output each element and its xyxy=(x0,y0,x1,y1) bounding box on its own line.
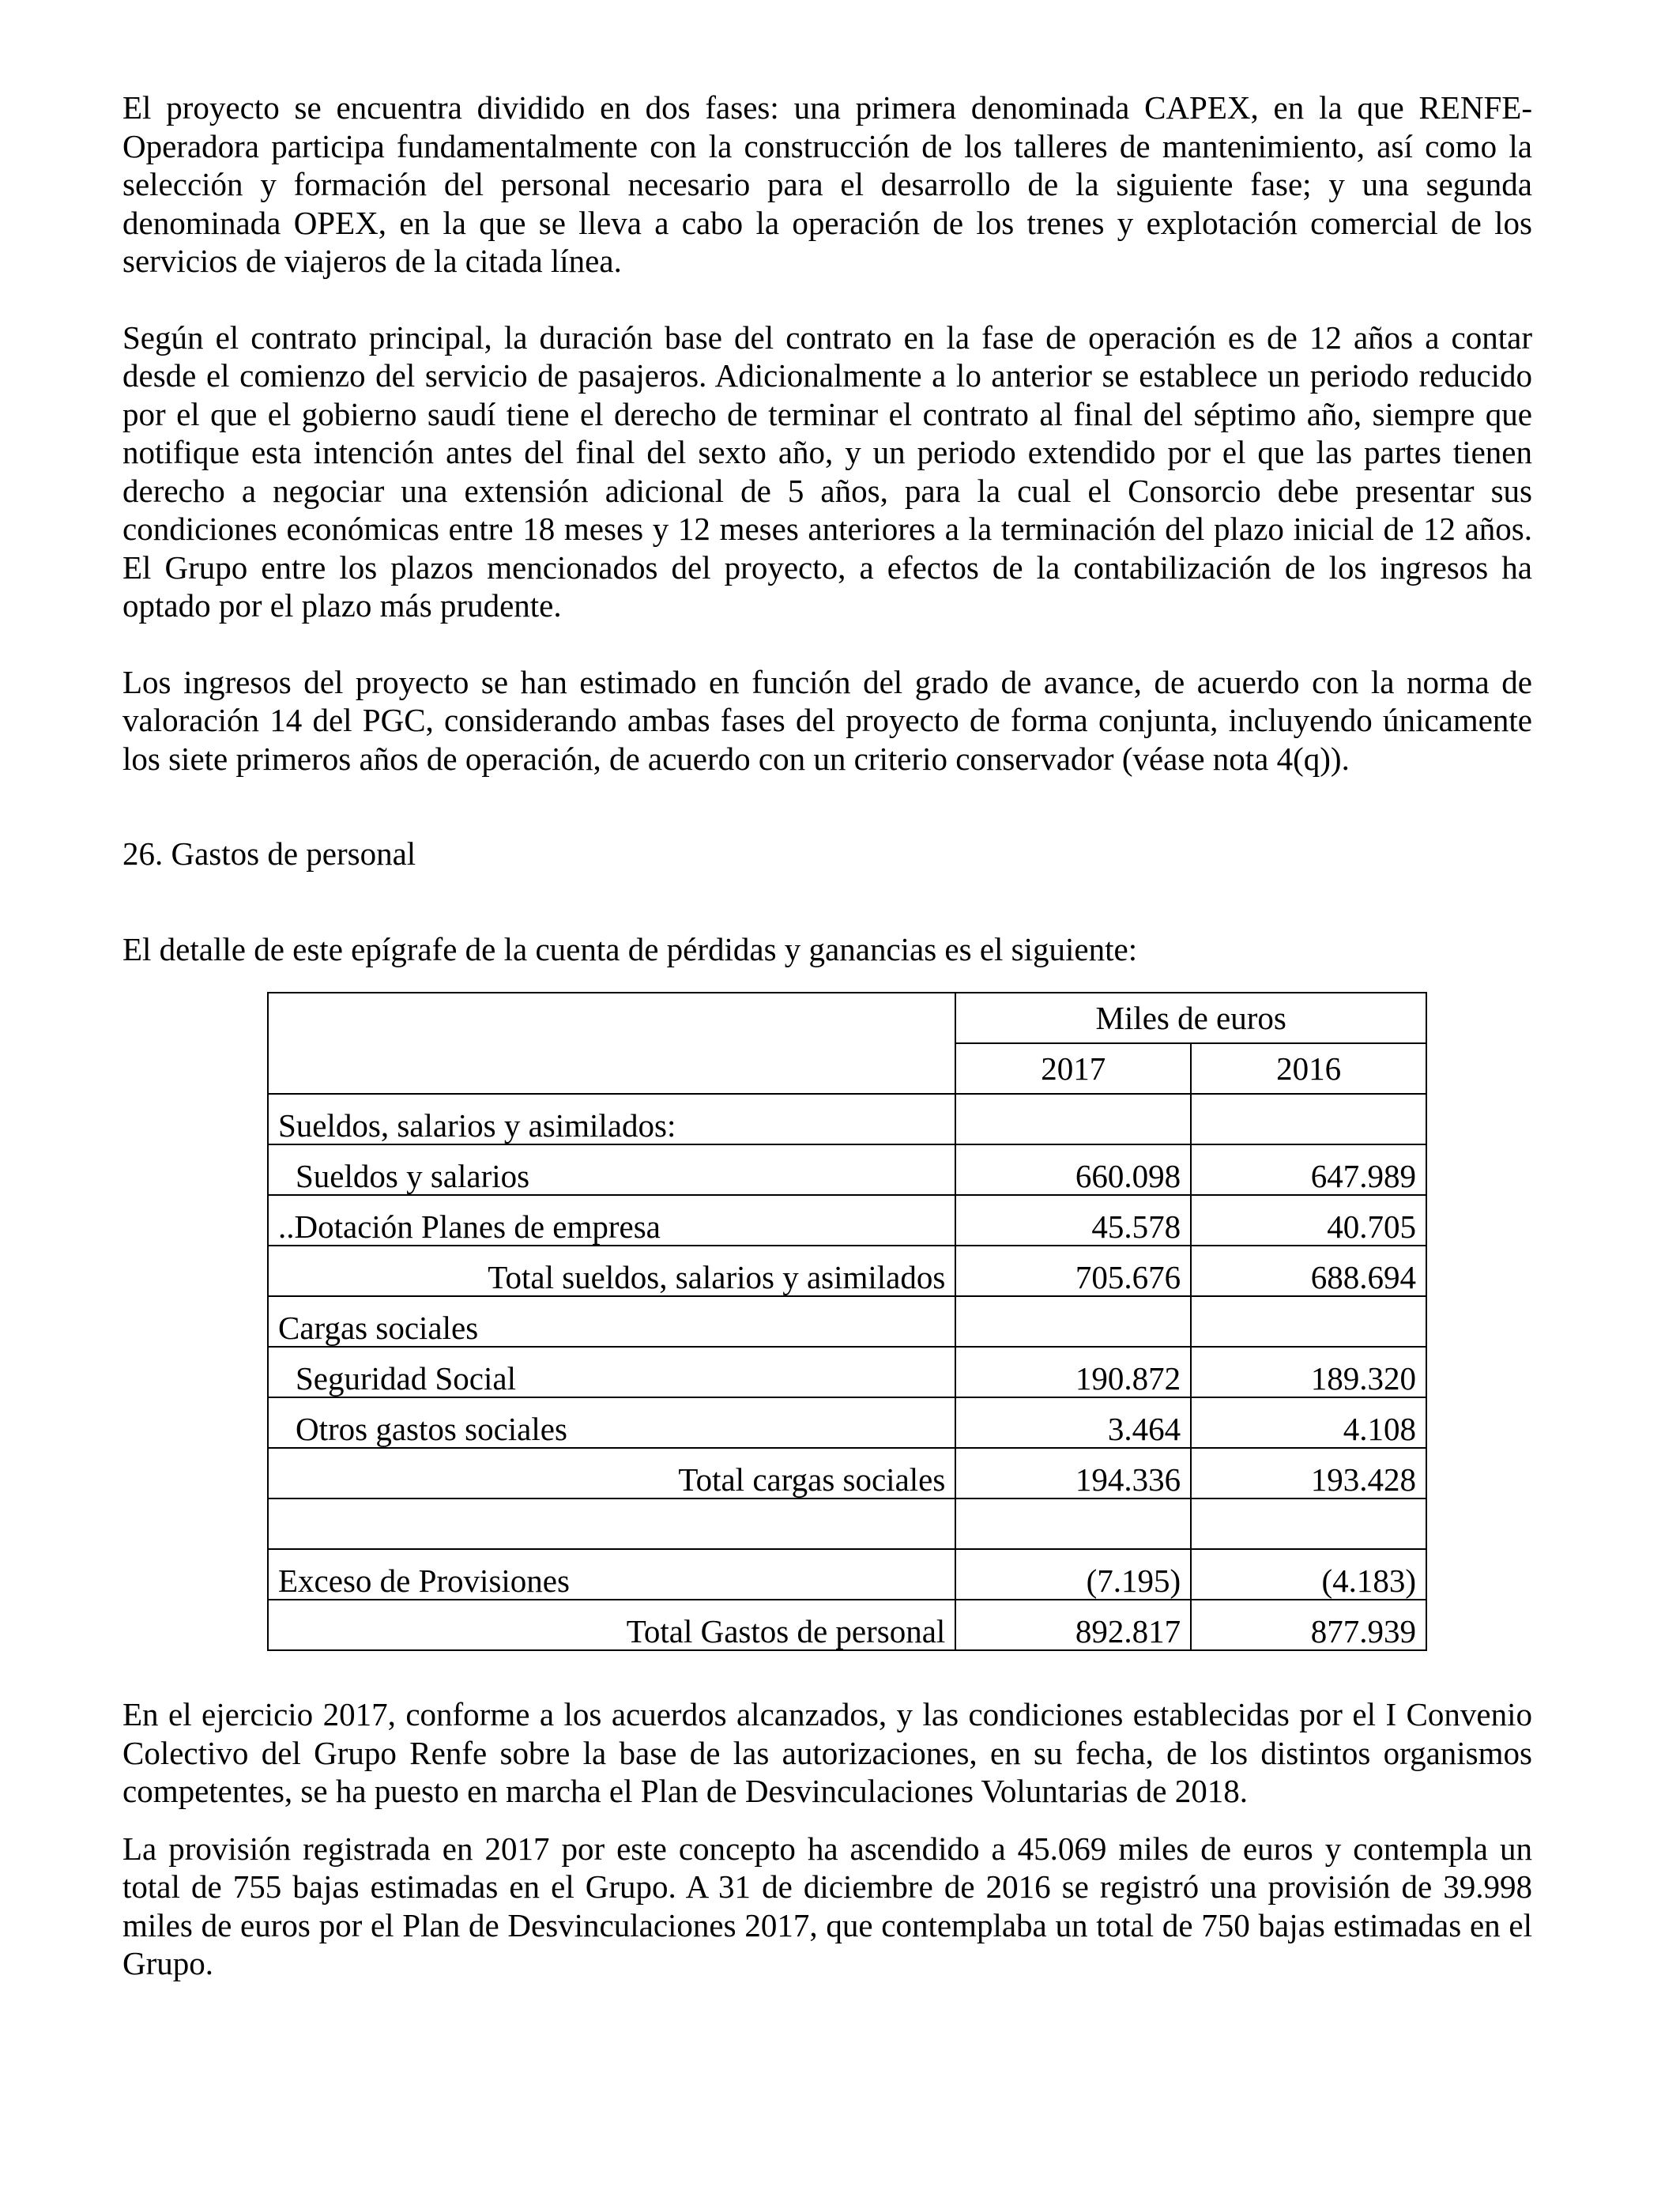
table-row-total xyxy=(268,1246,1426,1296)
value-2016: 40.705 xyxy=(1191,1195,1426,1246)
table-row xyxy=(268,1296,1426,1347)
table-row-spacer xyxy=(268,1498,1426,1549)
paragraph-voluntary-plan: En el ejercicio 2017, conforme a los acuerdos alcanzados, y las condiciones establecidas por el I Convenio Colectivo del Grupo Renfe sobre la base de las autorizaciones, en su fecha, de los distintos organismos competentes, se ha puesto en marcha el Plan de Desvinculaciones Voluntarias de 2018. xyxy=(122,1696,1532,1809)
row-label: Sueldos y salarios xyxy=(268,1144,955,1195)
value-2016: 189.320 xyxy=(1191,1347,1426,1397)
table-row xyxy=(268,1549,1426,1600)
table-row-grand-total xyxy=(268,1600,1426,1650)
header-empty-cell xyxy=(268,993,955,1094)
value-2016 xyxy=(1191,1498,1426,1549)
row-label: Otros gastos sociales xyxy=(268,1397,955,1448)
value-2016: 877.939 xyxy=(1191,1600,1426,1650)
value-2017: 892.817 xyxy=(955,1600,1191,1650)
unit-header: Miles de euros xyxy=(955,993,1426,1043)
value-2017: 3.464 xyxy=(955,1397,1191,1448)
year-header-2016: 2016 xyxy=(1191,1043,1426,1094)
personnel-expenses-table xyxy=(267,992,1427,1651)
value-2017: 705.676 xyxy=(955,1246,1191,1296)
row-label: Total sueldos, salarios y asimilados xyxy=(268,1246,955,1296)
value-2016: 4.108 xyxy=(1191,1397,1426,1448)
document-page xyxy=(122,89,1532,1983)
value-2017: 194.336 xyxy=(955,1448,1191,1498)
table-row xyxy=(268,1195,1426,1246)
paragraph-project-phases: El proyecto se encuentra dividido en dos fases: una primera denominada CAPEX, en la que RENFE-Operadora participa fundamentalmente con la construcción de los talleres de mantenimiento, así como la selección y formación del personal necesario para el desarrollo de la siguiente fase; y una segunda denominada OPEX, en la que se lleva a cabo la operación de los trenes y explotación comercial de los servicios de viajeros de la citada línea. xyxy=(122,89,1532,279)
row-label: ..Dotación Planes de empresa xyxy=(268,1195,955,1246)
row-label: Total Gastos de personal xyxy=(268,1600,955,1650)
table-header-row-unit xyxy=(268,993,1426,1043)
value-2017: 190.872 xyxy=(955,1347,1191,1397)
value-2016 xyxy=(1191,1094,1426,1144)
table-row xyxy=(268,1397,1426,1448)
row-label: Sueldos, salarios y asimilados: xyxy=(268,1094,955,1144)
section-heading: 26. Gastos de personal xyxy=(122,835,416,872)
value-2016: 647.989 xyxy=(1191,1144,1426,1195)
table-intro: El detalle de este epígrafe de la cuenta de pérdidas y ganancias es el siguiente: xyxy=(122,930,1138,967)
value-2017: 660.098 xyxy=(955,1144,1191,1195)
value-2016 xyxy=(1191,1296,1426,1347)
row-label: Total cargas sociales xyxy=(268,1448,955,1498)
row-label: Seguridad Social xyxy=(268,1347,955,1397)
paragraph-contract-duration: Según el contrato principal, la duración base del contrato en la fase de operación es de 12 años a contar desde el comienzo del servicio de pasajeros. Adicionalmente a lo anterior se establece un periodo reducido por el que el gobierno saudí tiene el derecho de terminar el contrato al final del séptimo año, siempre que notifique esta intención antes del final del sexto año, y un periodo extendido por el que las partes tienen derecho a negociar una extensión adicional de 5 años, para la cual el Consorcio debe presentar sus condiciones económicas entre 18 meses y 12 meses anteriores a la terminación del plazo inicial de 12 años. El Grupo entre los plazos mencionados del proyecto, a efectos de la contabilización de los ingresos ha optado por el plazo más prudente. xyxy=(122,319,1532,624)
row-label: Cargas sociales xyxy=(268,1296,955,1347)
row-label: Exceso de Provisiones xyxy=(268,1549,955,1600)
paragraph-provision: La provisión registrada en 2017 por este concepto ha ascendido a 45.069 miles de euros y contempla un total de 755 bajas estimadas en el Grupo. A 31 de diciembre de 2016 se registró una provisión de 39.998 miles de euros por el Plan de Desvinculaciones 2017, que contemplaba un total de 750 bajas estimadas en el Grupo. xyxy=(122,1830,1532,1981)
table-row xyxy=(268,1144,1426,1195)
value-2016: 688.694 xyxy=(1191,1246,1426,1296)
value-2017 xyxy=(955,1296,1191,1347)
paragraph-project-revenue: Los ingresos del proyecto se han estimado en función del grado de avance, de acuerdo con la norma de valoración 14 del PGC, considerando ambas fases del proyecto de forma conjunta, incluyendo únicamente los siete primeros años de operación, de acuerdo con un criterio conservador (véase nota 4(q)). xyxy=(122,663,1532,777)
value-2016: (4.183) xyxy=(1191,1549,1426,1600)
row-label xyxy=(268,1498,955,1549)
value-2017 xyxy=(955,1094,1191,1144)
value-2017: 45.578 xyxy=(955,1195,1191,1246)
year-header-2017: 2017 xyxy=(955,1043,1191,1094)
table-row xyxy=(268,1347,1426,1397)
table-row-total xyxy=(268,1448,1426,1498)
table-row xyxy=(268,1094,1426,1144)
value-2017: (7.195) xyxy=(955,1549,1191,1600)
value-2017 xyxy=(955,1498,1191,1549)
value-2016: 193.428 xyxy=(1191,1448,1426,1498)
